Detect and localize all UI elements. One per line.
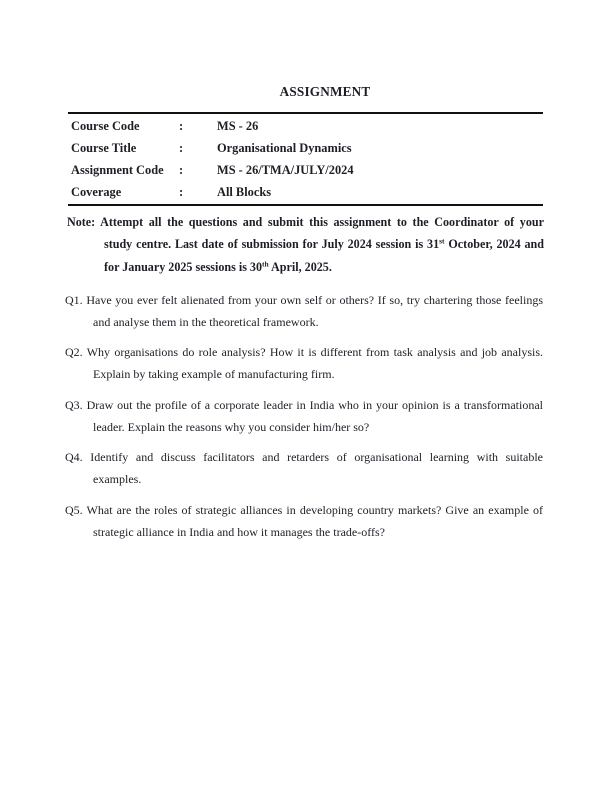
- note-text: Note: Attempt all the questions and submit this assignment to the Coordinator of your: [67, 215, 544, 229]
- row-label: Coverage: [71, 185, 122, 200]
- row-value: MS - 26: [217, 118, 259, 133]
- question-item: [65, 499, 543, 543]
- question-line: Q2. Why organisations do role analysis? How it is different from task analysis and job analysis.: [65, 345, 543, 360]
- note-line: [67, 256, 544, 278]
- row-label: Course Title: [71, 140, 137, 155]
- question-line: Q3. Draw out the profile of a corporate leader in India who in your opinion is a transformational: [65, 397, 543, 412]
- row-value: Organisational Dynamics: [217, 140, 352, 155]
- note-text: for January 2025 sessions is 30: [104, 259, 263, 274]
- note-paragraph: [67, 211, 544, 278]
- row-value: All Blocks: [217, 185, 272, 200]
- row-colon: :: [179, 140, 184, 155]
- row-label: Course Code: [71, 118, 140, 133]
- course-info-table: [68, 112, 543, 206]
- question-item: [65, 289, 543, 333]
- question-line: Explain by taking example of manufacturing firm.: [93, 367, 335, 382]
- page-title-row: [0, 85, 612, 98]
- table-row: [68, 137, 543, 159]
- question-line: strategic alliance in India and how it manages the trade-offs?: [93, 524, 385, 539]
- row-colon: :: [179, 162, 184, 177]
- note-text: April, 2025.: [268, 259, 332, 274]
- questions-list: [65, 289, 543, 551]
- superscript-ordinal: st: [439, 236, 445, 246]
- note-text: study centre. Last date of submission for July 2024 session is 31: [104, 237, 440, 252]
- note-text: October, 2024 and: [444, 237, 544, 252]
- table-row: [68, 115, 543, 137]
- assignment-title: ASSIGNMENT: [279, 84, 371, 99]
- row-colon: :: [179, 118, 184, 133]
- table-row: [68, 182, 543, 204]
- question-line: Q5. What are the roles of strategic alliances in developing country markets? Give an example of: [65, 502, 543, 517]
- question-item: [65, 341, 543, 385]
- row-value: MS - 26/TMA/JULY/2024: [217, 162, 354, 177]
- question-line: and analyse them in the theoretical framework.: [93, 315, 319, 329]
- row-colon: :: [179, 185, 184, 200]
- note-line: [67, 233, 544, 255]
- row-label: Assignment Code: [71, 162, 164, 177]
- question-line: examples.: [93, 472, 142, 487]
- table-row: [68, 159, 543, 181]
- question-line: Q4. Identify and discuss facilitators and retarders of organisational learning with suitable: [65, 450, 543, 465]
- superscript-ordinal: th: [262, 259, 269, 269]
- question-line: Q1. Have you ever felt alienated from your own self or others? If so, try chartering those feelings: [65, 293, 543, 307]
- question-line: leader. Explain the reasons why you consider him/her so?: [93, 419, 370, 434]
- question-item: [65, 394, 543, 438]
- question-item: [65, 446, 543, 490]
- note-line: [67, 211, 544, 233]
